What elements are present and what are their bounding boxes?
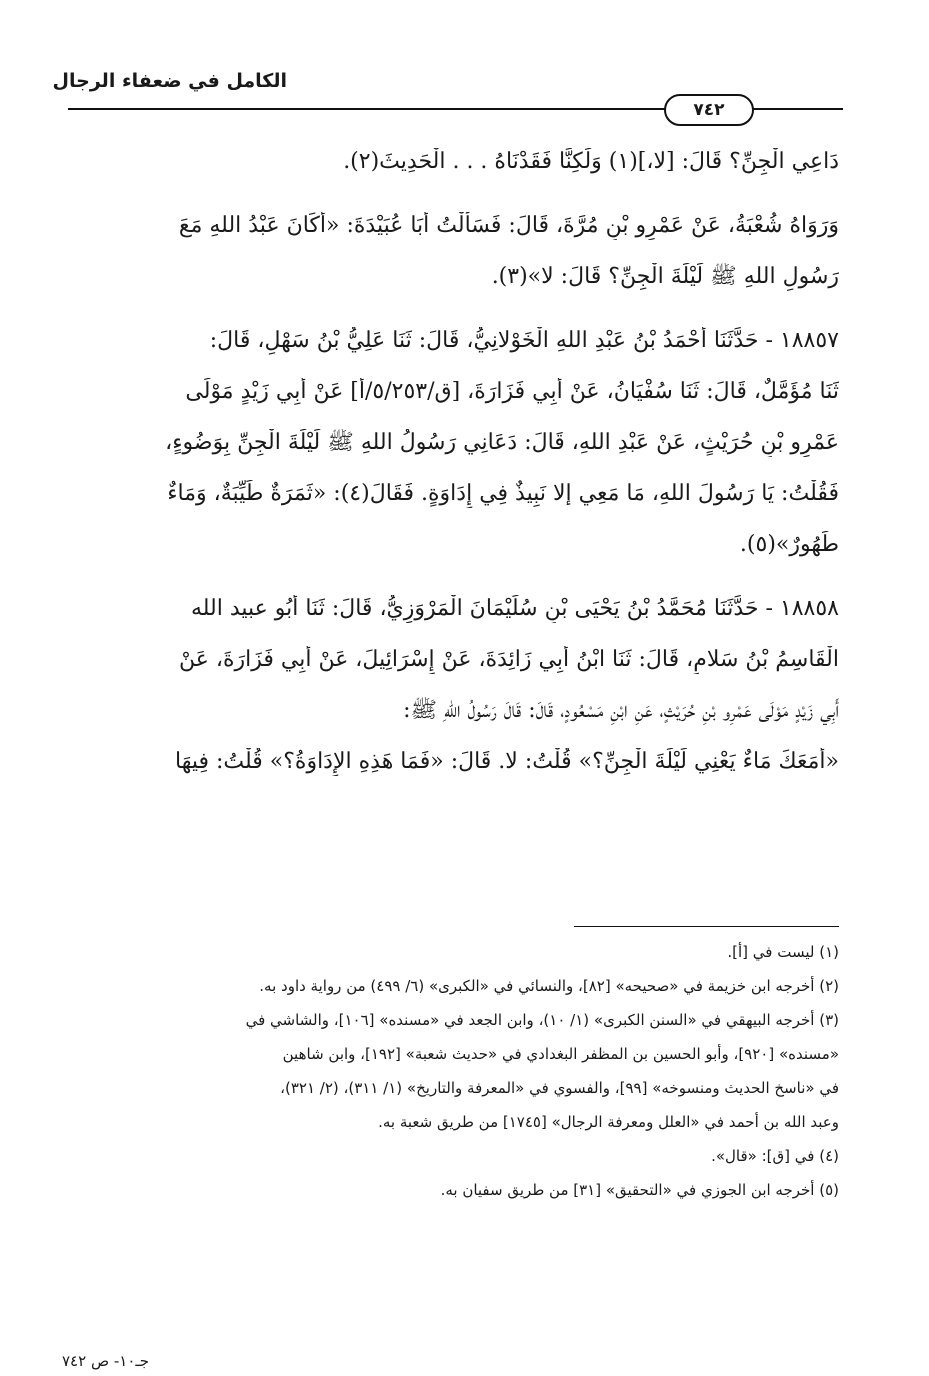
hadith-2-line: ١٨٨٥٨ - حَدَّثَنَا مُحَمَّدُ بْنُ يَحْيَى بْنِ سُلَيْمَانَ الْمَرْوَزِيُّ، قَالَ: ثَنَا أَبُو عبيد الله — [190, 596, 839, 621]
text-line: رَسُولِ اللهِ ﷺ لَيْلَةَ الْجِنِّ؟ قَالَ: لا»(٣). — [491, 264, 839, 289]
hadith-1-line: طَهُورٌ»(٥). — [739, 532, 839, 557]
footnote-5: (٥) أخرجه ابن الجوزي في «التحقيق» [٣١] من طريق سفيان به. — [440, 1181, 839, 1199]
hadith-1-line: ١٨٨٥٧ - حَدَّثَنَا أَحْمَدُ بْنُ عَبْدِ اللهِ الْخَوْلانِيُّ، قَالَ: ثَنَا عَلِيُّ بْنُ سَهْلٍ، قَالَ: — [209, 328, 839, 353]
volume-page-footer: جـ١٠- ص ٧٤٢ — [62, 1352, 150, 1370]
running-header-title: الكامل في ضعفاء الرجال — [52, 70, 287, 92]
text-line: وَرَوَاهُ شُعْبَةُ، عَنْ عَمْرِو بْنِ مُرَّةَ، قَالَ: فَسَأَلْتُ أَبَا عُبَيْدَةَ: «أَكَانَ عَبْدُ اللهِ مَعَ — [178, 213, 839, 238]
footnotes — [64, 942, 839, 1214]
hadith-2-line: الْقَاسِمُ بْنُ سَلامٍ، قَالَ: ثَنَا ابْنُ أَبِي زَائِدَةَ، عَنْ إِسْرَائِيلَ، عَنْ أَبِي فَزَارَةَ، عَنْ — [179, 647, 839, 672]
text-line: دَاعِي الْجِنِّ؟ قَالَ: [لا،](١) وَلَكِنَّا فَقَدْنَاهُ . . . الْحَدِيثَ(٢). — [343, 149, 839, 174]
footnote-3-cont: وعبد الله بن أحمد في «العلل ومعرفة الرجال» [١٧٤٥] من طريق شعبة به. — [378, 1113, 839, 1131]
footnote-3-cont: في «ناسخ الحديث ومنسوخه» [٩٩]، والفسوي في «المعرفة والتاريخ» (١/ ٣١١)، (٢/ ٣٢١)، — [280, 1079, 839, 1097]
footnote-separator — [574, 926, 839, 927]
footnote-3: (٣) أخرجه البيهقي في «السنن الكبرى» (١/ ١٠)، وابن الجعد في «مسنده» [١٠٦]، والشاشي في — [245, 1011, 839, 1029]
hadith-2-line: أَبِي زَيْدٍ مَوْلَى عَمْرِو بْنِ حُرَيْثٍ، عَنِ ابْنِ مَسْعُودٍ، قَالَ: قَالَ رَسُولُ اللهِ ﷺ: — [403, 698, 839, 723]
page-number-badge: ٧٤٢ — [664, 94, 754, 126]
hadith-1-line: فَقُلْتُ: يَا رَسُولَ اللهِ، مَا مَعِي إلا نَبِيذٌ فِي إِدَاوَةٍ. فَقَالَ(٤): «ثَمَرَةٌ طَيِّبَةٌ، وَمَاءٌ — [167, 481, 839, 506]
main-text — [64, 148, 839, 776]
hadith-1-line: عَمْرِو بْنِ حُرَيْثٍ، عَنْ عَبْدِ اللهِ، قَالَ: دَعَانِي رَسُولُ اللهِ ﷺ لَيْلَةَ الْجِنِّ بِوَضُوءٍ، — [165, 430, 839, 455]
footnote-2: (٢) أخرجه ابن خزيمة في «صحيحه» [٨٢]، والنسائي في «الكبرى» (٦/ ٤٩٩) من رواية داود به. — [259, 977, 839, 995]
footnote-4: (٤) في [ق]: «قال». — [711, 1147, 839, 1165]
footnote-1: (١) ليست في [أ]. — [727, 943, 839, 961]
footnote-3-cont: «مسنده» [٩٢٠]، وأبو الحسين بن المظفر البغدادي في «حديث شعبة» [١٩٢]، وابن شاهين — [282, 1045, 839, 1063]
hadith-1-line: ثَنَا مُؤَمَّلٌ، قَالَ: ثَنَا سُفْيَانُ، عَنْ أَبِي فَزَارَةَ، [ق/٥/٢٥٣/أ] عَنْ أَبِي زَيْدٍ مَوْلَى — [185, 379, 839, 404]
hadith-2-line: «أَمَعَكَ مَاءٌ يَعْنِي لَيْلَةَ الْجِنِّ؟» قُلْتُ: لا. قَالَ: «فَمَا هَذِهِ الإِدَاوَةُ؟» قُلْتُ: فِيهَا — [174, 749, 839, 774]
